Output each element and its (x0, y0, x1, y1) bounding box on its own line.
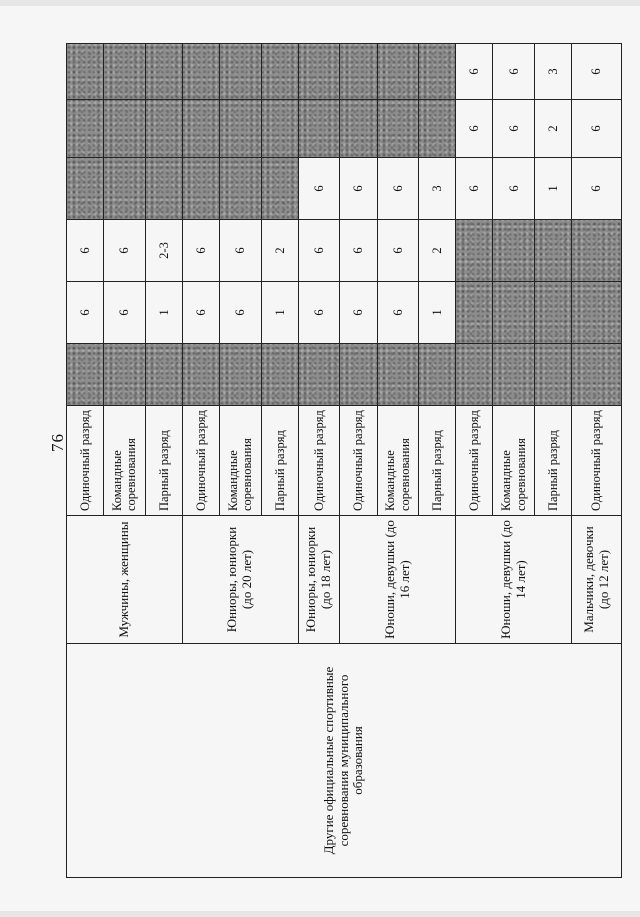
value-cell-shaded (104, 344, 145, 406)
value-cell: 2-3 (145, 220, 182, 282)
value-cell: 1 (261, 282, 298, 344)
value-cell-shaded (220, 44, 261, 100)
value-cell-shaded (182, 158, 219, 220)
group-juniors-18: Юниоры, юниорки (до 18 лет) (298, 516, 339, 644)
value-cell-shaded (104, 100, 145, 158)
value-cell-shaded (456, 344, 493, 406)
value-cell-shaded (418, 344, 455, 406)
type-team: Командные соревнования (493, 406, 534, 516)
value-cell: 6 (220, 220, 261, 282)
value-cell: 6 (67, 282, 104, 344)
value-cell: 6 (298, 220, 339, 282)
value-cell-shaded (220, 158, 261, 220)
value-cell-shaded (456, 282, 493, 344)
value-cell: 6 (340, 220, 377, 282)
value-cell-shaded (493, 282, 534, 344)
type-single: Одиночный разряд (456, 406, 493, 516)
value-cell: 6 (340, 282, 377, 344)
type-single: Одиночный разряд (340, 406, 377, 516)
value-cell-shaded (493, 344, 534, 406)
value-cell-shaded (67, 344, 104, 406)
value-cell-shaded (493, 220, 534, 282)
value-cell-shaded (534, 282, 571, 344)
value-cell-shaded (67, 44, 104, 100)
value-cell-shaded (220, 344, 261, 406)
type-single: Одиночный разряд (182, 406, 219, 516)
scan-edge-bottom (0, 911, 640, 917)
value-cell-shaded (261, 344, 298, 406)
type-team: Командные соревнования (377, 406, 418, 516)
value-cell-shaded (298, 44, 339, 100)
value-cell-shaded (456, 220, 493, 282)
group-youth-14: Юноши, девушки (до 14 лет) (456, 516, 572, 644)
value-cell: 6 (104, 220, 145, 282)
value-cell: 2 (534, 100, 571, 158)
value-cell: 6 (493, 158, 534, 220)
value-cell-shaded (340, 100, 377, 158)
value-cell: 6 (456, 158, 493, 220)
value-cell-shaded (67, 158, 104, 220)
value-cell: 6 (340, 158, 377, 220)
value-cell-shaded (67, 100, 104, 158)
value-cell-shaded (377, 44, 418, 100)
value-cell-shaded (145, 344, 182, 406)
value-cell-shaded (572, 282, 622, 344)
value-cell: 6 (377, 158, 418, 220)
value-cell-shaded (104, 158, 145, 220)
group-kids-12: Мальчики, девочки (до 12 лет) (572, 516, 622, 644)
page-number: 76 (48, 433, 67, 452)
value-cell-shaded (340, 44, 377, 100)
value-cell-shaded (145, 44, 182, 100)
value-cell-shaded (220, 100, 261, 158)
value-cell: 6 (572, 44, 622, 100)
type-single: Одиночный разряд (298, 406, 339, 516)
value-cell: 3 (418, 158, 455, 220)
type-pair: Парный разряд (145, 406, 182, 516)
value-cell-shaded (261, 100, 298, 158)
value-cell: 2 (418, 220, 455, 282)
value-cell: 6 (377, 282, 418, 344)
table-row (67, 44, 104, 878)
event-title-cell: Другие официальные спортивные соревнования муниципального образования (67, 644, 622, 878)
value-cell: 6 (493, 44, 534, 100)
value-cell-shaded (298, 100, 339, 158)
value-cell-shaded (261, 158, 298, 220)
value-cell-shaded (261, 44, 298, 100)
value-cell-shaded (377, 344, 418, 406)
group-youth-16: Юноши, девушки (до 16 лет) (340, 516, 456, 644)
value-cell-shaded (572, 344, 622, 406)
value-cell-shaded (145, 100, 182, 158)
value-cell: 1 (534, 158, 571, 220)
value-cell: 6 (298, 282, 339, 344)
scan-edge-top (0, 0, 640, 6)
group-men-women: Мужчины, женщины (67, 516, 183, 644)
value-cell: 6 (67, 220, 104, 282)
value-cell: 1 (418, 282, 455, 344)
value-cell: 3 (534, 44, 571, 100)
value-cell: 6 (182, 220, 219, 282)
value-cell-shaded (534, 220, 571, 282)
value-cell-shaded (340, 344, 377, 406)
value-cell: 6 (220, 282, 261, 344)
value-cell: 6 (298, 158, 339, 220)
value-cell-shaded (377, 100, 418, 158)
value-cell-shaded (182, 100, 219, 158)
type-pair: Парный разряд (534, 406, 571, 516)
value-cell: 6 (572, 158, 622, 220)
type-team: Командные соревнования (104, 406, 145, 516)
type-single: Одиночный разряд (67, 406, 104, 516)
type-pair: Парный разряд (418, 406, 455, 516)
value-cell: 6 (104, 282, 145, 344)
value-cell-shaded (104, 44, 145, 100)
value-cell: 6 (456, 100, 493, 158)
type-team: Командные соревнования (220, 406, 261, 516)
value-cell: 1 (145, 282, 182, 344)
value-cell: 6 (572, 100, 622, 158)
value-cell: 6 (377, 220, 418, 282)
type-single: Одиночный разряд (572, 406, 622, 516)
value-cell-shaded (182, 44, 219, 100)
value-cell: 6 (493, 100, 534, 158)
rotated-table-wrapper (66, 44, 622, 878)
value-cell-shaded (145, 158, 182, 220)
group-juniors-20: Юниоры, юниорки (до 20 лет) (182, 516, 298, 644)
value-cell: 6 (182, 282, 219, 344)
value-cell-shaded (418, 44, 455, 100)
value-cell-shaded (572, 220, 622, 282)
value-cell-shaded (182, 344, 219, 406)
value-cell-shaded (418, 100, 455, 158)
value-cell-shaded (534, 344, 571, 406)
competition-table (66, 43, 622, 878)
value-cell: 6 (456, 44, 493, 100)
type-pair: Парный разряд (261, 406, 298, 516)
value-cell-shaded (298, 344, 339, 406)
value-cell: 2 (261, 220, 298, 282)
